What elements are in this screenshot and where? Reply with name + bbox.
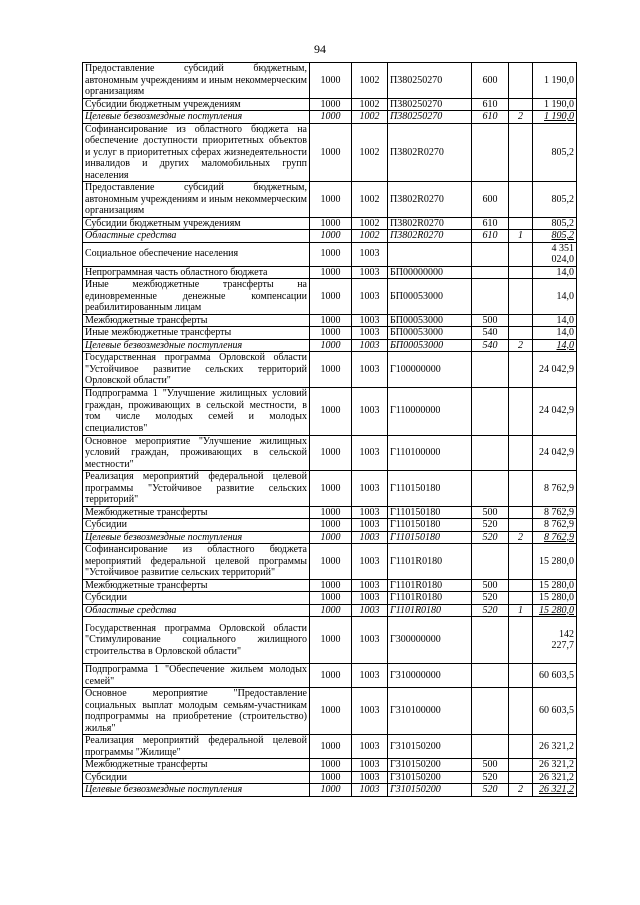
cell-vr xyxy=(472,735,509,759)
cell-src: 2 xyxy=(509,111,533,124)
cell-name: Межбюджетные трансферты xyxy=(83,506,310,519)
cell-pr: 1003 xyxy=(352,327,388,340)
cell-rz: 1000 xyxy=(310,471,352,507)
cell-rz: 1000 xyxy=(310,531,352,544)
cell-name: Предоставление субсидий бюджетным, автономным учреждениям и иным некоммерческим организациям xyxy=(83,182,310,218)
cell-name: Социальное обеспечение населения xyxy=(83,242,310,266)
cell-pr: 1003 xyxy=(352,314,388,327)
table-row xyxy=(83,592,577,605)
cell-name: Подпрограмма 1 "Улучшение жилищных условий граждан, проживающих в сельской местности, в том числе молодых семей и молодых специалистов" xyxy=(83,387,310,435)
table-row xyxy=(83,688,577,735)
cell-cs: П380250270 xyxy=(388,63,472,99)
cell-pr: 1003 xyxy=(352,759,388,772)
cell-sum: 26 321,2 xyxy=(533,784,577,797)
cell-sum: 15 280,0 xyxy=(533,604,577,617)
cell-src xyxy=(509,771,533,784)
cell-name: Реализация мероприятий федеральной целевой программы "Устойчивое развитие сельских территорий" xyxy=(83,471,310,507)
table-row xyxy=(83,579,577,592)
cell-name: Областные средства xyxy=(83,604,310,617)
table-row xyxy=(83,111,577,124)
cell-cs: БП00053000 xyxy=(388,279,472,315)
cell-cs: Г310150200 xyxy=(388,759,472,772)
cell-name: Иные межбюджетные трансферты xyxy=(83,327,310,340)
cell-src: 2 xyxy=(509,531,533,544)
cell-vr xyxy=(472,279,509,315)
cell-cs: Г310150200 xyxy=(388,735,472,759)
cell-pr: 1003 xyxy=(352,519,388,532)
cell-vr xyxy=(472,352,509,388)
table-row xyxy=(83,63,577,99)
cell-vr: 600 xyxy=(472,182,509,218)
cell-src xyxy=(509,98,533,111)
cell-rz: 1000 xyxy=(310,506,352,519)
cell-name: Межбюджетные трансферты xyxy=(83,759,310,772)
cell-rz: 1000 xyxy=(310,279,352,315)
cell-src xyxy=(509,182,533,218)
cell-src xyxy=(509,688,533,735)
cell-pr: 1002 xyxy=(352,217,388,230)
cell-name: Иные межбюджетные трансферты на единовременные денежные компенсации реабилитированным лицам xyxy=(83,279,310,315)
cell-vr xyxy=(472,544,509,580)
cell-src xyxy=(509,266,533,279)
table-row xyxy=(83,266,577,279)
table-row xyxy=(83,506,577,519)
cell-vr: 600 xyxy=(472,63,509,99)
cell-vr xyxy=(472,123,509,182)
cell-rz: 1000 xyxy=(310,617,352,664)
table-row xyxy=(83,279,577,315)
cell-cs: П3802R0270 xyxy=(388,182,472,218)
cell-src: 1 xyxy=(509,604,533,617)
cell-rz: 1000 xyxy=(310,111,352,124)
cell-name: Межбюджетные трансферты xyxy=(83,579,310,592)
cell-name: Основное мероприятие "Предоставление социальных выплат молодым семьям-участникам подпрограммы на приобретение (строительство) жилья" xyxy=(83,688,310,735)
table-row xyxy=(83,544,577,580)
cell-sum: 1 190,0 xyxy=(533,111,577,124)
table-row xyxy=(83,352,577,388)
cell-name: Софинансирование из областного бюджета на обеспечение доступности приоритетных объектов и услуг в приоритетных сферах жизнедеятельности инвалидов и других маломобильных групп населения xyxy=(83,123,310,182)
cell-src xyxy=(509,279,533,315)
cell-pr: 1003 xyxy=(352,435,388,471)
cell-pr: 1003 xyxy=(352,266,388,279)
cell-cs: Г1101R0180 xyxy=(388,579,472,592)
cell-cs: Г110150180 xyxy=(388,531,472,544)
cell-sum: 14,0 xyxy=(533,266,577,279)
cell-src xyxy=(509,544,533,580)
cell-rz: 1000 xyxy=(310,435,352,471)
cell-cs: БП00000000 xyxy=(388,266,472,279)
cell-sum: 60 603,5 xyxy=(533,688,577,735)
cell-src: 2 xyxy=(509,784,533,797)
cell-src xyxy=(509,387,533,435)
table-row xyxy=(83,519,577,532)
cell-cs: БП00053000 xyxy=(388,327,472,340)
cell-sum: 26 321,2 xyxy=(533,759,577,772)
cell-name: Непрограммная часть областного бюджета xyxy=(83,266,310,279)
cell-sum: 24 042,9 xyxy=(533,387,577,435)
cell-rz: 1000 xyxy=(310,327,352,340)
cell-src xyxy=(509,759,533,772)
cell-cs: П380250270 xyxy=(388,111,472,124)
cell-name: Субсидии xyxy=(83,519,310,532)
table-row xyxy=(83,784,577,797)
cell-vr xyxy=(472,387,509,435)
cell-sum: 14,0 xyxy=(533,279,577,315)
cell-name: Областные средства xyxy=(83,230,310,243)
cell-sum: 805,2 xyxy=(533,230,577,243)
cell-pr: 1003 xyxy=(352,352,388,388)
cell-rz: 1000 xyxy=(310,217,352,230)
cell-sum: 805,2 xyxy=(533,123,577,182)
cell-cs: П3802R0270 xyxy=(388,217,472,230)
cell-pr: 1003 xyxy=(352,544,388,580)
cell-src xyxy=(509,435,533,471)
cell-sum: 805,2 xyxy=(533,182,577,218)
cell-pr: 1003 xyxy=(352,531,388,544)
cell-sum: 14,0 xyxy=(533,339,577,352)
table-row xyxy=(83,314,577,327)
cell-sum: 8 762,9 xyxy=(533,519,577,532)
cell-rz: 1000 xyxy=(310,266,352,279)
cell-src xyxy=(509,217,533,230)
cell-name: Субсидии xyxy=(83,771,310,784)
cell-src xyxy=(509,242,533,266)
table-row xyxy=(83,759,577,772)
cell-vr: 500 xyxy=(472,314,509,327)
cell-vr: 610 xyxy=(472,230,509,243)
cell-cs: Г110150180 xyxy=(388,471,472,507)
cell-rz: 1000 xyxy=(310,735,352,759)
cell-name: Субсидии xyxy=(83,592,310,605)
cell-name: Целевые безвозмездные поступления xyxy=(83,784,310,797)
cell-rz: 1000 xyxy=(310,579,352,592)
table-row xyxy=(83,242,577,266)
cell-sum: 24 042,9 xyxy=(533,352,577,388)
cell-cs: Г310000000 xyxy=(388,664,472,688)
cell-sum: 15 280,0 xyxy=(533,592,577,605)
cell-rz: 1000 xyxy=(310,604,352,617)
cell-vr: 520 xyxy=(472,531,509,544)
cell-pr: 1003 xyxy=(352,784,388,797)
cell-sum: 142 227,7 xyxy=(533,617,577,664)
cell-sum: 14,0 xyxy=(533,327,577,340)
cell-vr: 520 xyxy=(472,784,509,797)
cell-pr: 1002 xyxy=(352,63,388,99)
cell-name: Государственная программа Орловской области "Устойчивое развитие сельских территорий Орловской области" xyxy=(83,352,310,388)
cell-src xyxy=(509,123,533,182)
table-row xyxy=(83,604,577,617)
cell-cs: Г110150180 xyxy=(388,519,472,532)
cell-pr: 1003 xyxy=(352,617,388,664)
cell-cs: Г1101R0180 xyxy=(388,544,472,580)
cell-cs: Г1101R0180 xyxy=(388,592,472,605)
cell-vr xyxy=(472,435,509,471)
cell-sum: 1 190,0 xyxy=(533,63,577,99)
cell-pr: 1003 xyxy=(352,471,388,507)
cell-name: Основное мероприятие "Улучшение жилищных условий граждан, проживающих в сельской местности" xyxy=(83,435,310,471)
cell-rz: 1000 xyxy=(310,544,352,580)
cell-src xyxy=(509,579,533,592)
cell-rz: 1000 xyxy=(310,519,352,532)
table-row xyxy=(83,435,577,471)
cell-pr: 1002 xyxy=(352,182,388,218)
cell-pr: 1003 xyxy=(352,604,388,617)
cell-src xyxy=(509,327,533,340)
cell-name: Софинансирование из областного бюджета мероприятий федеральной целевой программы "Устойчивое развитие сельских территорий" xyxy=(83,544,310,580)
cell-sum: 8 762,9 xyxy=(533,506,577,519)
cell-vr xyxy=(472,664,509,688)
cell-vr: 540 xyxy=(472,327,509,340)
cell-name: Целевые безвозмездные поступления xyxy=(83,339,310,352)
cell-vr xyxy=(472,471,509,507)
cell-name: Субсидии бюджетным учреждениям xyxy=(83,217,310,230)
budget-table xyxy=(82,62,577,797)
table-row xyxy=(83,387,577,435)
cell-src: 1 xyxy=(509,230,533,243)
cell-pr: 1003 xyxy=(352,735,388,759)
cell-cs xyxy=(388,242,472,266)
cell-pr: 1003 xyxy=(352,771,388,784)
cell-src xyxy=(509,506,533,519)
table-row xyxy=(83,531,577,544)
cell-src: 2 xyxy=(509,339,533,352)
cell-cs: Г300000000 xyxy=(388,617,472,664)
cell-rz: 1000 xyxy=(310,771,352,784)
cell-pr: 1003 xyxy=(352,279,388,315)
cell-rz: 1000 xyxy=(310,688,352,735)
cell-rz: 1000 xyxy=(310,182,352,218)
cell-pr: 1003 xyxy=(352,579,388,592)
cell-cs: Г310150200 xyxy=(388,771,472,784)
cell-sum: 805,2 xyxy=(533,217,577,230)
cell-name: Государственная программа Орловской области "Стимулирование социального жилищного строительства в Орловской области" xyxy=(83,617,310,664)
cell-cs: П380250270 xyxy=(388,98,472,111)
cell-vr: 520 xyxy=(472,604,509,617)
cell-sum: 15 280,0 xyxy=(533,579,577,592)
cell-name: Реализация мероприятий федеральной целевой программы "Жилище" xyxy=(83,735,310,759)
cell-rz: 1000 xyxy=(310,664,352,688)
cell-vr: 520 xyxy=(472,771,509,784)
cell-rz: 1000 xyxy=(310,784,352,797)
cell-cs: П3802R0270 xyxy=(388,230,472,243)
cell-vr: 610 xyxy=(472,98,509,111)
cell-sum: 8 762,9 xyxy=(533,471,577,507)
cell-sum: 14,0 xyxy=(533,314,577,327)
table-row xyxy=(83,771,577,784)
cell-cs: Г110000000 xyxy=(388,387,472,435)
cell-vr: 610 xyxy=(472,217,509,230)
cell-cs: Г310100000 xyxy=(388,688,472,735)
cell-pr: 1003 xyxy=(352,242,388,266)
cell-vr xyxy=(472,617,509,664)
table-row xyxy=(83,327,577,340)
cell-pr: 1003 xyxy=(352,506,388,519)
cell-vr xyxy=(472,266,509,279)
cell-pr: 1002 xyxy=(352,98,388,111)
table-row xyxy=(83,98,577,111)
cell-name: Межбюджетные трансферты xyxy=(83,314,310,327)
cell-pr: 1002 xyxy=(352,111,388,124)
cell-src xyxy=(509,352,533,388)
table-row xyxy=(83,217,577,230)
cell-rz: 1000 xyxy=(310,98,352,111)
table-row xyxy=(83,617,577,664)
cell-vr xyxy=(472,242,509,266)
cell-name: Субсидии бюджетным учреждениям xyxy=(83,98,310,111)
cell-pr: 1003 xyxy=(352,339,388,352)
cell-src xyxy=(509,617,533,664)
cell-cs: Г310150200 xyxy=(388,784,472,797)
table-row xyxy=(83,339,577,352)
cell-cs: Г1101R0180 xyxy=(388,604,472,617)
cell-vr: 610 xyxy=(472,111,509,124)
cell-rz: 1000 xyxy=(310,123,352,182)
cell-cs: П3802R0270 xyxy=(388,123,472,182)
cell-sum: 26 321,2 xyxy=(533,735,577,759)
cell-sum: 1 190,0 xyxy=(533,98,577,111)
cell-rz: 1000 xyxy=(310,339,352,352)
cell-rz: 1000 xyxy=(310,387,352,435)
cell-rz: 1000 xyxy=(310,314,352,327)
cell-sum: 15 280,0 xyxy=(533,544,577,580)
cell-pr: 1003 xyxy=(352,688,388,735)
cell-src xyxy=(509,664,533,688)
table-row xyxy=(83,182,577,218)
cell-rz: 1000 xyxy=(310,63,352,99)
page-number: 94 xyxy=(314,42,326,56)
cell-vr: 500 xyxy=(472,506,509,519)
cell-sum: 24 042,9 xyxy=(533,435,577,471)
cell-pr: 1003 xyxy=(352,664,388,688)
table-row xyxy=(83,471,577,507)
table-row xyxy=(83,123,577,182)
cell-sum: 8 762,9 xyxy=(533,531,577,544)
cell-sum: 26 321,2 xyxy=(533,771,577,784)
cell-pr: 1003 xyxy=(352,592,388,605)
cell-pr: 1002 xyxy=(352,230,388,243)
cell-vr: 520 xyxy=(472,592,509,605)
cell-src xyxy=(509,735,533,759)
cell-cs: БП00053000 xyxy=(388,339,472,352)
cell-rz: 1000 xyxy=(310,352,352,388)
cell-rz: 1000 xyxy=(310,759,352,772)
cell-cs: Г110100000 xyxy=(388,435,472,471)
cell-src xyxy=(509,592,533,605)
cell-name: Предоставление субсидий бюджетным, автономным учреждениям и иным некоммерческим организациям xyxy=(83,63,310,99)
table-row xyxy=(83,735,577,759)
cell-cs: Г110150180 xyxy=(388,506,472,519)
cell-src xyxy=(509,63,533,99)
cell-rz: 1000 xyxy=(310,592,352,605)
cell-cs: БП00053000 xyxy=(388,314,472,327)
cell-sum: 60 603,5 xyxy=(533,664,577,688)
cell-src xyxy=(509,519,533,532)
cell-vr: 540 xyxy=(472,339,509,352)
cell-rz: 1000 xyxy=(310,230,352,243)
cell-src xyxy=(509,471,533,507)
cell-cs: Г100000000 xyxy=(388,352,472,388)
cell-vr: 500 xyxy=(472,759,509,772)
cell-vr: 500 xyxy=(472,579,509,592)
table-row xyxy=(83,664,577,688)
cell-name: Подпрограмма 1 "Обеспечение жильем молодых семей" xyxy=(83,664,310,688)
cell-name: Целевые безвозмездные поступления xyxy=(83,531,310,544)
cell-pr: 1002 xyxy=(352,123,388,182)
cell-vr xyxy=(472,688,509,735)
cell-vr: 520 xyxy=(472,519,509,532)
cell-pr: 1003 xyxy=(352,387,388,435)
cell-sum: 4 351 024,0 xyxy=(533,242,577,266)
cell-rz: 1000 xyxy=(310,242,352,266)
cell-src xyxy=(509,314,533,327)
table-row xyxy=(83,230,577,243)
cell-name: Целевые безвозмездные поступления xyxy=(83,111,310,124)
